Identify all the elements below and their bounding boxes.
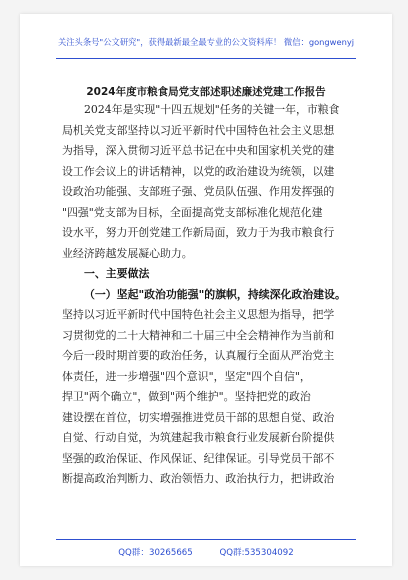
body-line: 建设摆在首位，切实增强推进党员干部的思想自觉、政治 <box>62 410 335 424</box>
subsection-heading: （一）坚起"政治功能强"的旗帜，持续深化政治建设。 <box>84 287 346 301</box>
footer-qq-group-1: QQ群：30265665 <box>118 548 193 558</box>
body-line: 习贯彻党的二十大精神和二十届三中全会精神作为当前和 <box>62 328 335 342</box>
body-line: 业经济跨越发展凝心助力。 <box>62 246 193 260</box>
document-title: 2024年度市粮食局党支部述职述廉述党建工作报告 <box>86 86 326 98</box>
body-line: 2024年是实现"十四五规划"任务的关键一年，市粮食 <box>84 103 340 116</box>
document-page <box>20 14 392 566</box>
footer-rule <box>56 539 356 540</box>
body-line: 设工作会议上的讲话精神，以党的政治建设为统领，以建 <box>62 164 335 178</box>
header-rule <box>56 58 356 59</box>
body-line: 今后一段时期首要的政治任务，认真履行全面从严治党主 <box>62 349 335 362</box>
footer-qq-group-2: QQ群:535304092 <box>219 548 294 558</box>
header-banner: 关注头条号"公文研究"，获得最新最全最专业的公文资料库！ 微信：gongwenyj <box>57 37 355 47</box>
footer <box>20 546 392 558</box>
body-line: 为指导，深入贯彻习近平总书记在中央和国家机关党的建 <box>62 144 335 157</box>
body-line: 坚强的政治保证、作风保证、纪律保证。引导党员干部不 <box>62 451 335 465</box>
body-line: 捍卫"两个确立"，做到"两个维护"。坚持把党的政治 <box>62 390 311 403</box>
body-line: 设政治功能强、支部班子强、党员队伍强、作用发挥强的 <box>62 185 335 198</box>
body-line: 设水平，努力开创党建工作新局面，致力于为我市粮食行 <box>62 226 335 239</box>
body-line: 坚持以习近平新时代中国特色社会主义思想为指导，把学 <box>62 308 335 321</box>
body-line: "四强"党支部为目标，全面提高党支部标准化规范化建 <box>62 205 323 219</box>
document-body <box>62 100 370 490</box>
body-line: 自觉、行动自觉，为筑建起我市粮食行业发展新台阶提供 <box>62 431 335 444</box>
section-heading: 一、主要做法 <box>84 267 150 280</box>
body-line: 断提高政治判断力、政治领悟力、政治执行力，把讲政治 <box>62 472 335 485</box>
body-line: 局机关党支部坚持以习近平新时代中国特色社会主义思想 <box>62 123 335 137</box>
body-line: 体责任，进一步增强"四个意识"，坚定"四个自信"， <box>62 369 311 383</box>
